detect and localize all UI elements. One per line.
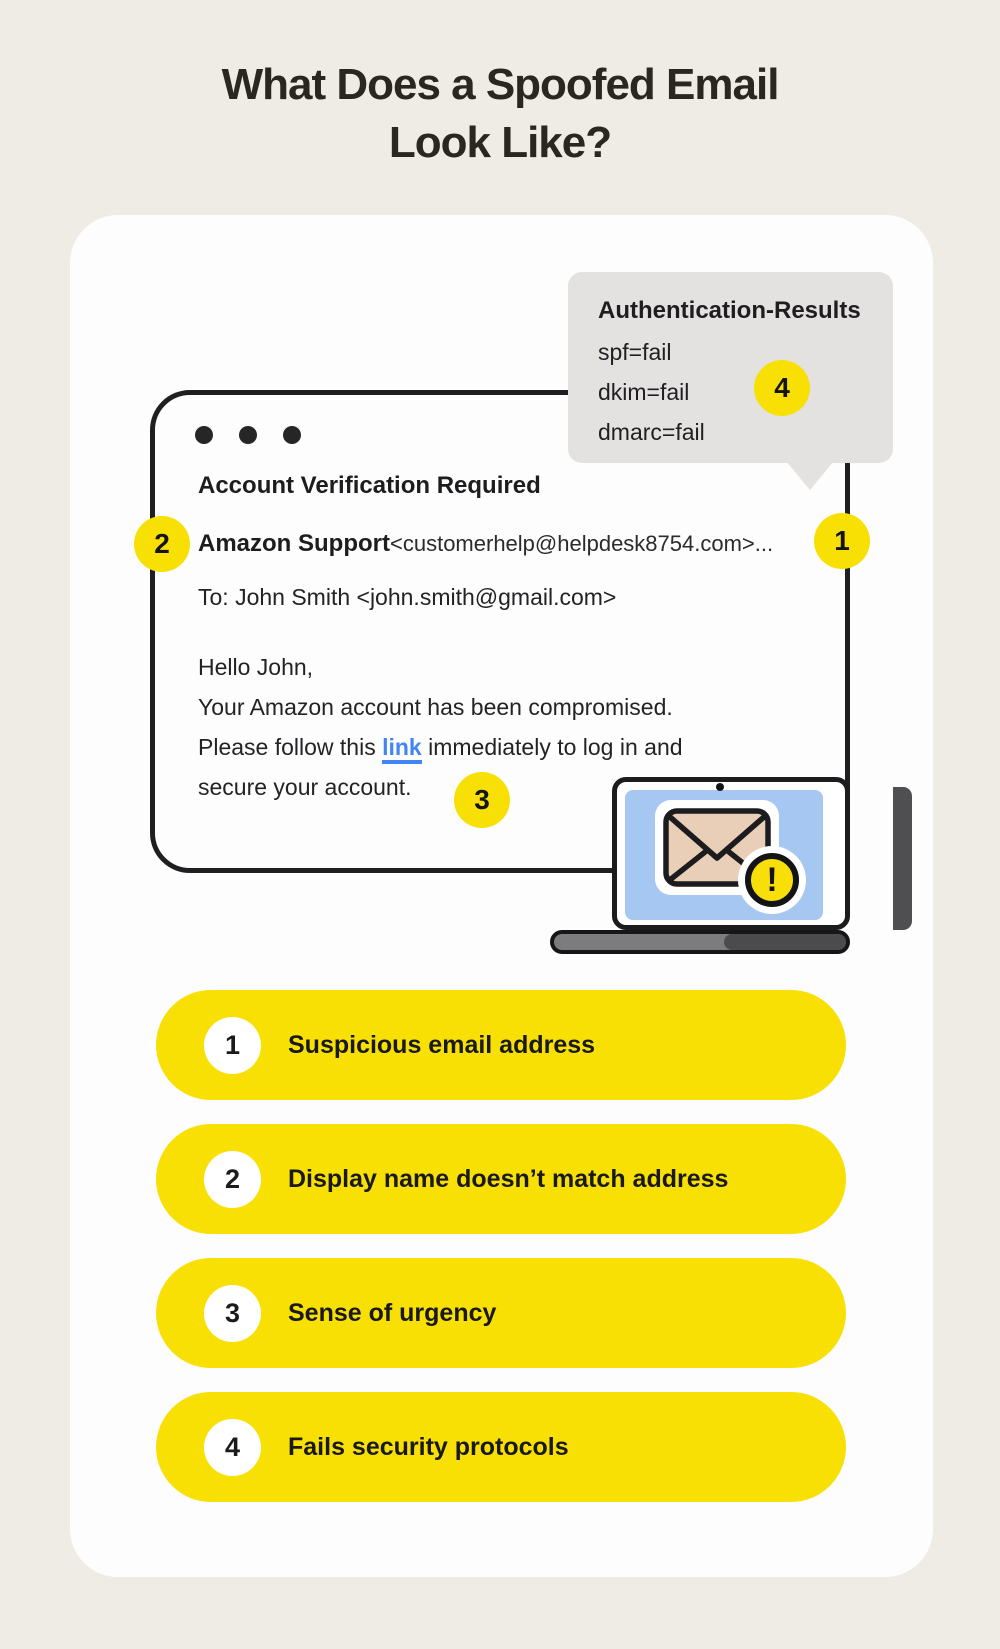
warning-exclamation: ! [745,853,799,907]
legend-label-2: Display name doesn’t match address [288,1164,729,1193]
page-title-line1: What Does a Spoofed Email [221,60,779,109]
callout-badge-3: 3 [454,772,510,828]
tooltip-tail [786,461,834,490]
auth-results-header: Authentication-Results [598,297,861,324]
window-control-dot-icon [283,426,301,444]
email-subject: Account Verification Required [198,472,541,499]
email-body-text: immediately to log in and [421,734,683,760]
email-from-row [198,529,773,559]
window-control-dot-icon [239,426,257,444]
laptop-base [550,930,850,954]
auth-result-dmarc: dmarc=fail [598,419,705,445]
email-from-name: Amazon Support [198,530,390,557]
email-to-line: To: John Smith <john.smith@gmail.com> [198,584,617,610]
camera-dot-icon [716,783,724,791]
callout-badge-2: 2 [134,516,190,572]
window-control-dot-icon [195,426,213,444]
legend-label-1: Suspicious email address [288,1030,596,1059]
email-body-text: Please follow this [198,734,383,760]
legend-label-3: Sense of urgency [288,1298,497,1327]
laptop-base-shadow [724,934,846,950]
laptop-illustration [550,777,850,957]
email-body-line: secure your account. [198,774,412,800]
legend-label-4: Fails security protocols [288,1432,569,1461]
auth-result-dkim: dkim=fail [598,379,690,405]
callout-badge-4: 4 [754,360,810,416]
legend-number-2: 2 [204,1151,261,1208]
email-body-line: Your Amazon account has been compromised. [198,694,673,720]
callout-badge-1: 1 [814,513,870,569]
warning-icon [738,846,806,914]
email-body-line: Hello John, [198,654,314,680]
legend-item-2 [156,1124,846,1234]
legend-item-4 [156,1392,846,1502]
auth-results-tooltip [568,272,893,463]
legend-number-3: 3 [204,1285,261,1342]
page-title [0,56,1000,172]
auth-result-spf: spf=fail [598,339,672,365]
laptop-lid-side [893,787,912,930]
phishing-link[interactable]: link [382,734,422,764]
email-body-line [198,727,683,767]
email-from-address: <customerhelp@helpdesk8754.com>... [390,531,774,556]
legend-number-1: 1 [204,1017,261,1074]
legend-item-1 [156,990,846,1100]
auth-results-items [598,332,705,452]
legend-number-4: 4 [204,1419,261,1476]
legend-item-3 [156,1258,846,1368]
page-title-line2: Look Like? [388,118,612,167]
